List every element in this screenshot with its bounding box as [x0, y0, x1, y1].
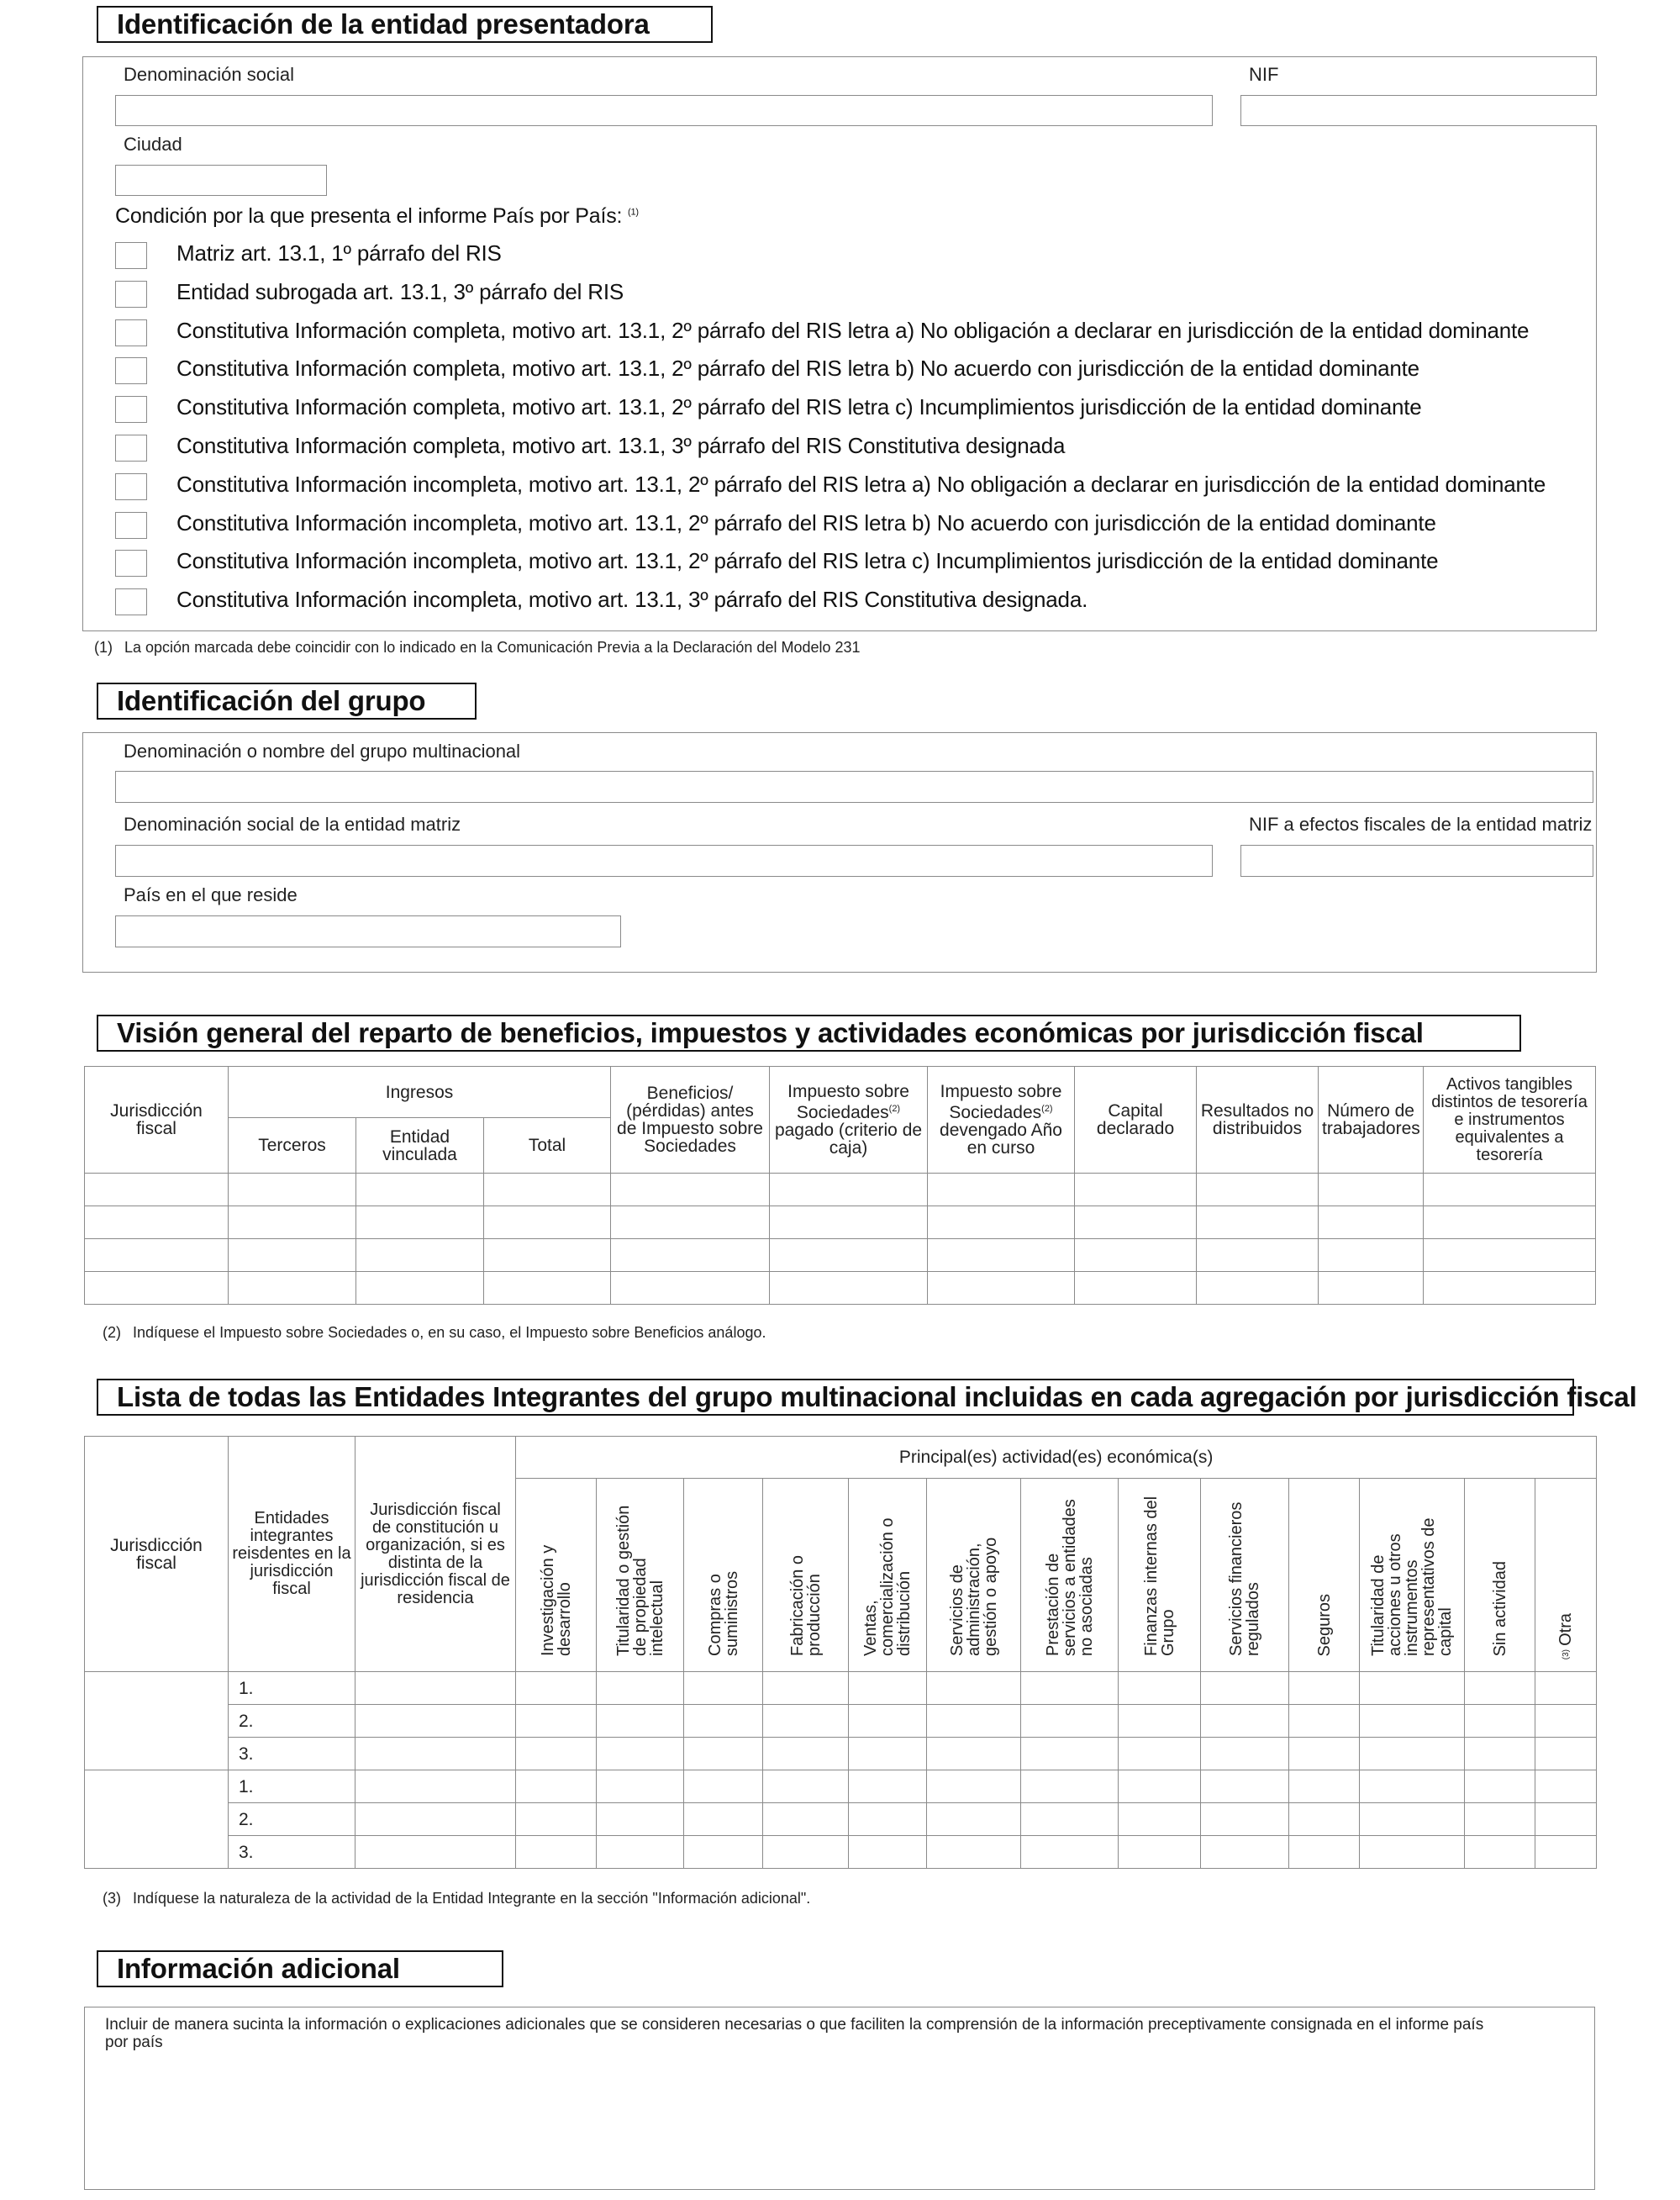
informacion-adicional-textarea[interactable] — [84, 2007, 1595, 2190]
table-cell[interactable] — [684, 1672, 763, 1705]
col-activity-6 — [927, 1479, 1021, 1672]
table-cell[interactable] — [927, 1836, 1021, 1869]
reparto-beneficios-table — [84, 1066, 1596, 1305]
col-activity-2 — [597, 1479, 684, 1672]
nif-label: NIF — [1249, 64, 1279, 85]
table-cell[interactable] — [355, 1836, 516, 1869]
table-cell[interactable] — [484, 1174, 611, 1206]
col-activity-7 — [1021, 1479, 1119, 1672]
col-entidad-vinculada: Entidad vinculada — [356, 1118, 484, 1174]
table-cell[interactable] — [1197, 1174, 1319, 1206]
table-row — [85, 1738, 1597, 1770]
footnote-ref-3: (3) — [1561, 1649, 1571, 1659]
col-activity-9 — [1201, 1479, 1289, 1672]
table-cell[interactable] — [611, 1206, 770, 1239]
table-cell[interactable] — [1535, 1672, 1597, 1705]
activity-label: Ventas, comercialización o distribución — [861, 1517, 914, 1656]
pais-reside-label: País en el que reside — [124, 884, 298, 905]
table-cell[interactable] — [684, 1803, 763, 1836]
table-cell[interactable] — [597, 1803, 684, 1836]
table-cell[interactable] — [229, 1272, 356, 1305]
table-cell[interactable] — [1535, 1705, 1597, 1738]
table-cell[interactable] — [516, 1803, 597, 1836]
col-ingresos: Ingresos — [229, 1067, 611, 1118]
col-activity-4 — [763, 1479, 849, 1672]
denominacion-social-field[interactable] — [115, 95, 1213, 126]
table-cell[interactable] — [1075, 1239, 1197, 1272]
table-cell[interactable] — [516, 1672, 597, 1705]
col-activity-8 — [1119, 1479, 1201, 1672]
col-activity-13 — [1535, 1479, 1597, 1672]
table-cell[interactable] — [516, 1705, 597, 1738]
table-cell[interactable] — [1465, 1836, 1535, 1869]
col-activity-11 — [1360, 1479, 1465, 1672]
table-cell[interactable] — [1021, 1672, 1119, 1705]
table-cell[interactable] — [763, 1672, 849, 1705]
entidad-presentadora-panel — [82, 56, 1597, 631]
table-cell[interactable] — [85, 1206, 229, 1239]
table-cell[interactable] — [1119, 1770, 1201, 1803]
condicion-option-1-label: Matriz art. 13.1, 1º párrafo del RIS — [176, 240, 502, 266]
table-cell[interactable] — [1289, 1770, 1360, 1803]
table-cell[interactable] — [1319, 1174, 1424, 1206]
ciudad-label: Ciudad — [124, 134, 182, 155]
table-cell[interactable] — [1119, 1738, 1201, 1770]
table-cell[interactable] — [597, 1738, 684, 1770]
table-cell[interactable] — [356, 1239, 484, 1272]
table-cell[interactable] — [1119, 1836, 1201, 1869]
table-cell[interactable] — [1465, 1738, 1535, 1770]
table-cell[interactable] — [1201, 1672, 1289, 1705]
table-cell[interactable] — [1075, 1174, 1197, 1206]
col-terceros: Terceros — [229, 1118, 356, 1174]
table-cell[interactable] — [611, 1174, 770, 1206]
table-row — [85, 1803, 1597, 1836]
activity-label: Servicios de administración, gestión o apoyo — [947, 1537, 1000, 1656]
col-resultados-no-distribuidos: Resultados no distribuidos — [1197, 1067, 1319, 1174]
condicion-option-9-checkbox[interactable] — [115, 550, 147, 577]
condicion-option-2-label: Entidad subrogada art. 13.1, 3º párrafo del RIS — [176, 278, 624, 304]
section-title-identificacion-grupo: Identificación del grupo — [97, 683, 477, 720]
entidades-integrantes-table — [84, 1436, 1597, 1869]
activity-label: Fabricación o producción — [787, 1554, 824, 1656]
footnote-ref-1: (1) — [627, 207, 639, 218]
table-row — [85, 1272, 1596, 1305]
entidad-number-cell[interactable]: 1. — [229, 1770, 355, 1803]
col-activity-3 — [684, 1479, 763, 1672]
table-cell[interactable] — [516, 1836, 597, 1869]
table-cell[interactable] — [1319, 1206, 1424, 1239]
pais-reside-field[interactable] — [115, 915, 621, 947]
table-cell[interactable] — [1289, 1738, 1360, 1770]
condicion-option-3-checkbox[interactable] — [115, 319, 147, 346]
condicion-option-7-checkbox[interactable] — [115, 473, 147, 500]
condicion-option-6-checkbox[interactable] — [115, 435, 147, 462]
ciudad-field[interactable] — [115, 165, 327, 196]
col-impuesto-pagado: Impuesto sobre Sociedades$^{(2)}$ pagado (criterio de caja) — [770, 1067, 928, 1174]
col-impuesto-devengado: Impuesto sobre Sociedades$^{(2)}$ devengado Año en curso — [928, 1067, 1075, 1174]
section-title-vision-general: Visión general del reparto de beneficios, impuestos y actividades económicas por jurisdicción fiscal — [97, 1015, 1521, 1052]
table-cell[interactable] — [1201, 1770, 1289, 1803]
activity-label: Finanzas internas del Grupo — [1141, 1496, 1177, 1656]
condicion-option-9-label: Constitutiva Información incompleta, motivo art. 13.1, 2º párrafo del RIS letra c) Incumplimientos jurisdicción de la entidad dominante — [176, 548, 1439, 574]
table-row — [85, 1239, 1596, 1272]
table-cell[interactable] — [1119, 1803, 1201, 1836]
table-cell[interactable] — [1535, 1836, 1597, 1869]
nif-matriz-field[interactable] — [1240, 845, 1593, 877]
condicion-option-6-label: Constitutiva Información completa, motivo art. 13.1, 3º párrafo del RIS Constitutiva designada — [176, 433, 1066, 458]
table-cell[interactable] — [684, 1770, 763, 1803]
condicion-option-2-checkbox[interactable] — [115, 281, 147, 308]
condicion-option-8-checkbox[interactable] — [115, 512, 147, 539]
table-cell[interactable] — [356, 1174, 484, 1206]
table-cell[interactable] — [1201, 1836, 1289, 1869]
table-cell[interactable] — [1424, 1206, 1596, 1239]
table-cell[interactable] — [928, 1239, 1075, 1272]
condicion-option-5-label: Constitutiva Información completa, motivo art. 13.1, 2º párrafo del RIS letra c) Incumplimientos jurisdicción de la entidad dominante — [176, 394, 1422, 420]
col-capital-declarado: Capital declarado — [1075, 1067, 1197, 1174]
activity-label: Investigación y desarrollo — [538, 1544, 574, 1656]
table-cell[interactable] — [1360, 1705, 1465, 1738]
table-cell[interactable] — [1319, 1272, 1424, 1305]
condicion-option-1-checkbox[interactable] — [115, 242, 147, 269]
table-cell[interactable] — [1360, 1672, 1465, 1705]
col-jurisdiccion-fiscal: Jurisdicción fiscal — [85, 1067, 229, 1174]
condicion-option-10-label: Constitutiva Información incompleta, motivo art. 13.1, 3º párrafo del RIS Constitutiva designada. — [176, 587, 1088, 613]
col-activity-5 — [849, 1479, 927, 1672]
table-cell[interactable] — [516, 1738, 597, 1770]
entidad-matriz-label: Denominación social de la entidad matriz — [124, 814, 461, 835]
condicion-option-3-label: Constitutiva Información completa, motivo art. 13.1, 2º párrafo del RIS letra a) No obligación a declarar en jurisdicción de la entidad dominante — [176, 317, 1530, 343]
table-cell[interactable] — [1360, 1770, 1465, 1803]
table-cell[interactable] — [1197, 1239, 1319, 1272]
grupo-multinacional-field[interactable] — [115, 771, 1593, 803]
col-entidades-integrantes: Entidades integrantes reisdentes en la jurisdicción fiscal — [229, 1437, 355, 1672]
footnote-3: (3) Indíquese la naturaleza de la actividad de la Entidad Integrante en la sección "Información adicional". — [103, 1890, 811, 1907]
table-cell[interactable] — [1119, 1705, 1201, 1738]
table-cell[interactable] — [927, 1672, 1021, 1705]
condicion-option-5-checkbox[interactable] — [115, 396, 147, 423]
section-title-informacion-adicional: Información adicional — [97, 1950, 503, 1987]
table-cell[interactable] — [1319, 1239, 1424, 1272]
table-cell[interactable] — [356, 1272, 484, 1305]
table-cell[interactable] — [849, 1705, 927, 1738]
footnote-1: (1) La opción marcada debe coincidir con lo indicado en la Comunicación Previa a la Declaración del Modelo 231 — [94, 639, 861, 656]
condicion-option-7-label: Constitutiva Información incompleta, motivo art. 13.1, 2º párrafo del RIS letra a) No obligación a declarar en jurisdicción de la entidad dominante — [176, 471, 1546, 497]
table-cell[interactable] — [1021, 1836, 1119, 1869]
table-cell[interactable] — [770, 1206, 928, 1239]
activity-label: Prestación de servicios a entidades no asociadas — [1043, 1499, 1096, 1656]
entidad-number-cell[interactable]: 3. — [229, 1738, 355, 1770]
table-cell[interactable] — [229, 1174, 356, 1206]
informacion-adicional-instructions: Incluir de manera sucinta la información o explicaciones adicionales que se consideren necesarias o que faciliten la comprensión de la información preceptivamente consignada en el informe país por país — [105, 2016, 1484, 2051]
table-cell[interactable] — [484, 1239, 611, 1272]
table-cell[interactable] — [1424, 1174, 1596, 1206]
table-cell[interactable] — [1075, 1272, 1197, 1305]
table-cell[interactable] — [1360, 1738, 1465, 1770]
table-cell[interactable] — [770, 1272, 928, 1305]
table-cell[interactable] — [1021, 1705, 1119, 1738]
table-cell[interactable] — [763, 1705, 849, 1738]
table-cell[interactable] — [1465, 1803, 1535, 1836]
table-cell[interactable] — [597, 1770, 684, 1803]
grupo-multinacional-label: Denominación o nombre del grupo multinacional — [124, 741, 521, 762]
table-cell[interactable] — [1535, 1738, 1597, 1770]
table-cell[interactable] — [849, 1803, 927, 1836]
table-cell[interactable] — [1465, 1705, 1535, 1738]
col-total: Total — [484, 1118, 611, 1174]
table-cell[interactable] — [770, 1174, 928, 1206]
table-cell[interactable] — [849, 1836, 927, 1869]
table-cell[interactable] — [927, 1770, 1021, 1803]
table-cell[interactable] — [1289, 1803, 1360, 1836]
table-cell[interactable] — [355, 1672, 516, 1705]
col-activos-tangibles: Activos tangibles distintos de tesorería e instrumentos equivalentes a tesorería — [1424, 1067, 1596, 1174]
table-cell[interactable] — [927, 1738, 1021, 1770]
activity-label: Compras o suministros — [705, 1570, 741, 1656]
table-cell[interactable] — [1424, 1272, 1596, 1305]
footnote-2: (2) Indíquese el Impuesto sobre Sociedades o, en su caso, el Impuesto sobre Beneficios análogo. — [103, 1324, 766, 1341]
condicion-option-8-label: Constitutiva Información incompleta, motivo art. 13.1, 2º párrafo del RIS letra b) No acuerdo con jurisdicción de la entidad dominante — [176, 509, 1436, 535]
table-cell[interactable] — [355, 1803, 516, 1836]
table-cell[interactable] — [927, 1705, 1021, 1738]
table-cell[interactable] — [484, 1272, 611, 1305]
activity-label: Otra — [1556, 1612, 1576, 1646]
condicion-label: Condición por la que presenta el informe País por País: $^{(1)}$ — [115, 204, 639, 228]
section-title-lista-entidades: Lista de todas las Entidades Integrantes del grupo multinacional incluidas en cada agregación por jurisdicción fiscal — [97, 1379, 1574, 1416]
table-cell[interactable] — [597, 1836, 684, 1869]
table-row — [85, 1770, 1597, 1803]
col-activity-10 — [1289, 1479, 1360, 1672]
table-cell[interactable] — [1197, 1272, 1319, 1305]
table-cell[interactable] — [849, 1770, 927, 1803]
table-cell[interactable] — [1075, 1206, 1197, 1239]
table-cell[interactable] — [1535, 1803, 1597, 1836]
table-cell[interactable] — [1197, 1206, 1319, 1239]
activity-label: Titularidad de acciones u otros instrumentos representativos de capital — [1369, 1517, 1455, 1656]
col-activity-1 — [516, 1479, 597, 1672]
col-numero-trabajadores: Número de trabajadores — [1319, 1067, 1424, 1174]
table-cell[interactable] — [1021, 1738, 1119, 1770]
activity-label: Sin actividad — [1490, 1560, 1509, 1656]
table-cell[interactable] — [1201, 1705, 1289, 1738]
entidad-number-cell[interactable]: 2. — [229, 1803, 355, 1836]
table-cell[interactable] — [927, 1803, 1021, 1836]
jurisdiccion-cell[interactable] — [85, 1672, 229, 1770]
table-cell[interactable] — [355, 1738, 516, 1770]
table-row — [85, 1836, 1597, 1869]
table-cell[interactable] — [928, 1174, 1075, 1206]
table-cell[interactable] — [763, 1738, 849, 1770]
table-row — [85, 1206, 1596, 1239]
table-cell[interactable] — [1465, 1672, 1535, 1705]
table-cell[interactable] — [356, 1206, 484, 1239]
table-cell[interactable] — [597, 1705, 684, 1738]
table-cell[interactable] — [229, 1206, 356, 1239]
col-jurisdiccion-fiscal-2: Jurisdicción fiscal — [85, 1437, 229, 1672]
table-row — [85, 1174, 1596, 1206]
table-cell[interactable] — [1021, 1803, 1119, 1836]
table-cell[interactable] — [684, 1738, 763, 1770]
table-cell[interactable] — [928, 1206, 1075, 1239]
col-beneficios: Beneficios/ (pérdidas) antes de Impuesto sobre Sociedades — [611, 1067, 770, 1174]
jurisdiccion-cell[interactable] — [85, 1770, 229, 1869]
table-cell[interactable] — [849, 1738, 927, 1770]
condicion-option-4-label: Constitutiva Información completa, motivo art. 13.1, 2º párrafo del RIS letra b) No acuerdo con jurisdicción de la entidad dominante — [176, 356, 1419, 382]
table-cell[interactable] — [1360, 1803, 1465, 1836]
table-cell[interactable] — [1119, 1672, 1201, 1705]
table-row — [85, 1705, 1597, 1738]
activity-label: Seguros — [1314, 1593, 1334, 1656]
table-cell[interactable] — [684, 1836, 763, 1869]
entidad-number-cell[interactable]: 1. — [229, 1672, 355, 1705]
entidad-number-cell[interactable]: 2. — [229, 1705, 355, 1738]
table-cell[interactable] — [1289, 1836, 1360, 1869]
entidad-matriz-field[interactable] — [115, 845, 1213, 877]
table-row — [85, 1672, 1597, 1705]
table-cell[interactable] — [763, 1770, 849, 1803]
condicion-option-10-checkbox[interactable] — [115, 588, 147, 615]
denominacion-social-label: Denominación social — [124, 64, 294, 85]
activity-label: Titularidad o gestión de propiedad intelectual — [614, 1505, 666, 1656]
table-cell[interactable] — [1201, 1738, 1289, 1770]
table-cell[interactable] — [355, 1770, 516, 1803]
table-cell[interactable] — [355, 1705, 516, 1738]
table-cell[interactable] — [597, 1672, 684, 1705]
table-cell[interactable] — [684, 1705, 763, 1738]
table-cell[interactable] — [1535, 1770, 1597, 1803]
col-activity-12 — [1465, 1479, 1535, 1672]
table-cell[interactable] — [1289, 1672, 1360, 1705]
table-cell[interactable] — [484, 1206, 611, 1239]
table-cell[interactable] — [85, 1239, 229, 1272]
table-cell[interactable] — [1201, 1803, 1289, 1836]
activity-label: Servicios financieros regulados — [1227, 1501, 1262, 1656]
table-cell[interactable] — [1465, 1770, 1535, 1803]
table-cell[interactable] — [1424, 1239, 1596, 1272]
section-title-entidad-presentadora: Identificación de la entidad presentadora — [97, 6, 713, 43]
table-cell[interactable] — [611, 1272, 770, 1305]
table-cell[interactable] — [611, 1239, 770, 1272]
col-principal-actividad: Principal(es) actividad(es) económica(s) — [516, 1437, 1597, 1479]
table-cell[interactable] — [85, 1272, 229, 1305]
table-cell[interactable] — [1360, 1836, 1465, 1869]
nif-matriz-label: NIF a efectos fiscales de la entidad matriz — [1249, 814, 1593, 835]
table-cell[interactable] — [516, 1770, 597, 1803]
condicion-option-4-checkbox[interactable] — [115, 357, 147, 384]
table-cell[interactable] — [928, 1272, 1075, 1305]
table-cell[interactable] — [849, 1672, 927, 1705]
table-cell[interactable] — [1021, 1770, 1119, 1803]
table-cell[interactable] — [1289, 1705, 1360, 1738]
col-jurisdiccion-constitucion: Jurisdicción fiscal de constitución u organización, si es distinta de la jurisdicción fiscal de residencia — [355, 1437, 516, 1672]
table-cell[interactable] — [85, 1174, 229, 1206]
table-cell[interactable] — [770, 1239, 928, 1272]
entidad-number-cell[interactable]: 3. — [229, 1836, 355, 1869]
table-cell[interactable] — [229, 1239, 356, 1272]
nif-field[interactable] — [1240, 95, 1597, 126]
table-cell[interactable] — [763, 1836, 849, 1869]
table-cell[interactable] — [763, 1803, 849, 1836]
